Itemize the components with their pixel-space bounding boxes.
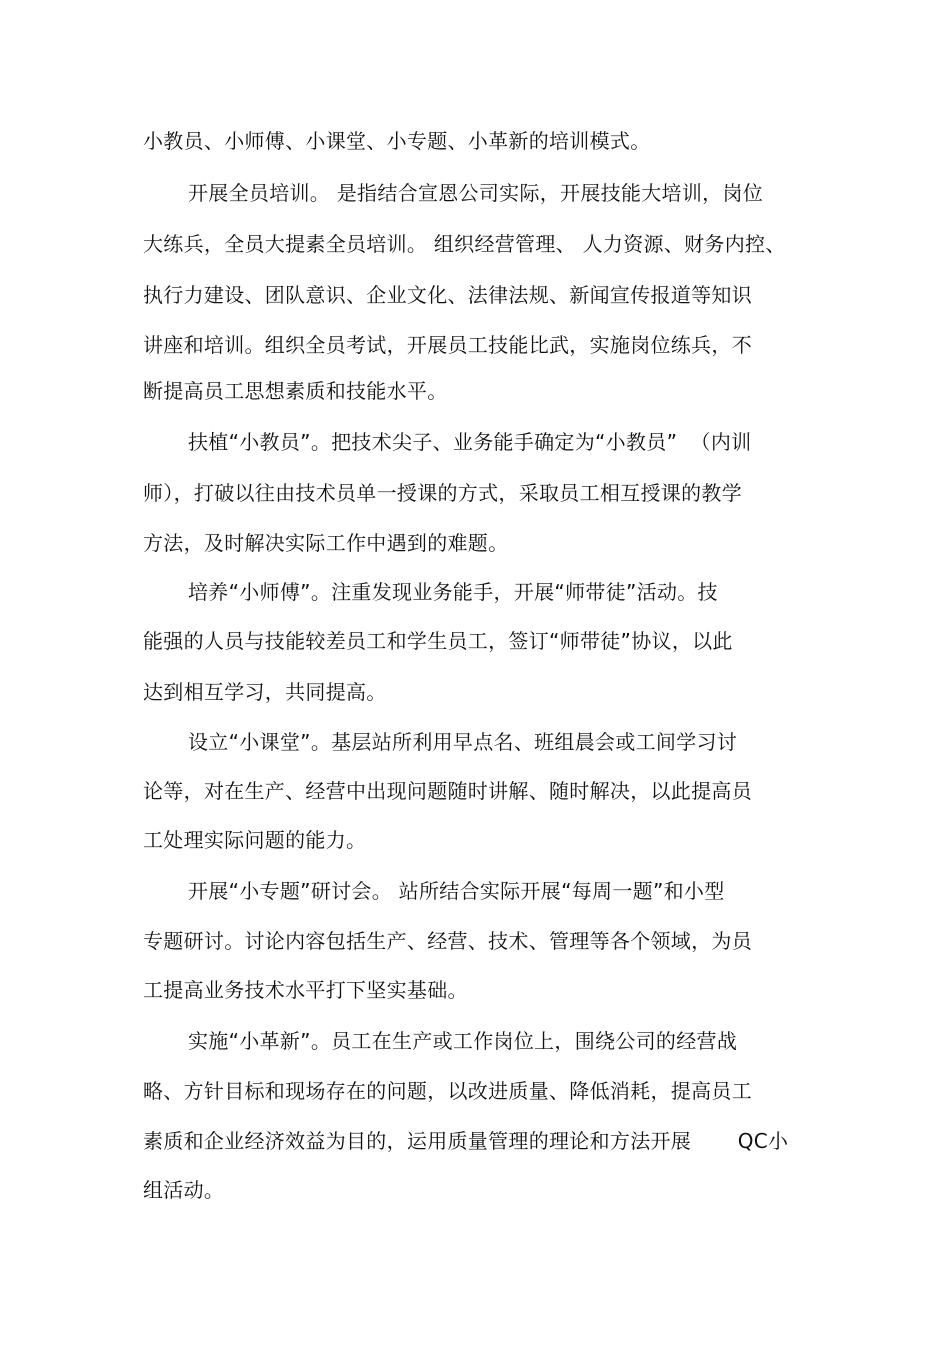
paragraph-heading: 培养“小师傅”。注重发现业务能手，开展“师带徒”活动。技 bbox=[188, 580, 718, 604]
text-line: 组活动。 bbox=[143, 1178, 225, 1202]
paragraph-heading: 实施“小革新”。员工在生产或工作岗位上，围绕公司的经营战 bbox=[188, 1029, 738, 1053]
paragraph-heading: 扶植“小教员”。把技术尖子、业务能手确定为“小教员” （内训 bbox=[188, 430, 752, 454]
text-line: 断提高员工思想素质和技能水平。 bbox=[143, 379, 448, 403]
text-line: 执行力建设、团队意识、企业文化、法律法规、新闻宣传报道等知识 bbox=[143, 283, 752, 307]
paragraph-heading: 开展全员培训。 是指结合宣恩公司实际，开展技能大培训，岗位 bbox=[188, 181, 764, 205]
text-line: 师），打破以往由技术员单一授课的方式，采取员工相互授课的教学 bbox=[143, 481, 742, 505]
paragraph-heading: 设立“小课堂”。基层站所利用早点名、班组晨会或工间学习讨 bbox=[188, 730, 738, 754]
text-line: 工处理实际问题的能力。 bbox=[143, 828, 367, 852]
text-line: 工提高业务技术水平打下坚实基础。 bbox=[143, 978, 468, 1002]
text-line: 素质和企业经济效益为目的，运用质量管理的理论和方法开展 QC小 bbox=[143, 1129, 789, 1153]
text-line: 能强的人员与技能较差员工和学生员工，签订“师带徒”协议，以此 bbox=[143, 629, 733, 653]
text-line: 大练兵，全员大提素全员培训。 组织经营管理、 人力资源、财务内控、 bbox=[143, 232, 786, 256]
text-line: 讲座和培训。组织全员考试，开展员工技能比武，实施岗位练兵，不 bbox=[143, 333, 752, 357]
paragraph-heading: 开展“小专题”研讨会。 站所结合实际开展“每周一题”和小型 bbox=[188, 879, 725, 903]
text-line: 方法，及时解决实际工作中遇到的难题。 bbox=[143, 531, 509, 555]
text-line: 专题研讨。讨论内容包括生产、经营、技术、管理等各个领域，为员 bbox=[143, 929, 752, 953]
text-line: 小教员、小师傅、小课堂、小专题、小革新的培训模式。 bbox=[143, 129, 651, 153]
text-line: 达到相互学习，共同提高。 bbox=[143, 680, 387, 704]
text-line: 略、方针目标和现场存在的问题，以改进质量、降低消耗，提高员工 bbox=[143, 1079, 752, 1103]
text-line: 论等，对在生产、经营中出现问题随时讲解、随时解决，以此提高员 bbox=[143, 779, 752, 803]
